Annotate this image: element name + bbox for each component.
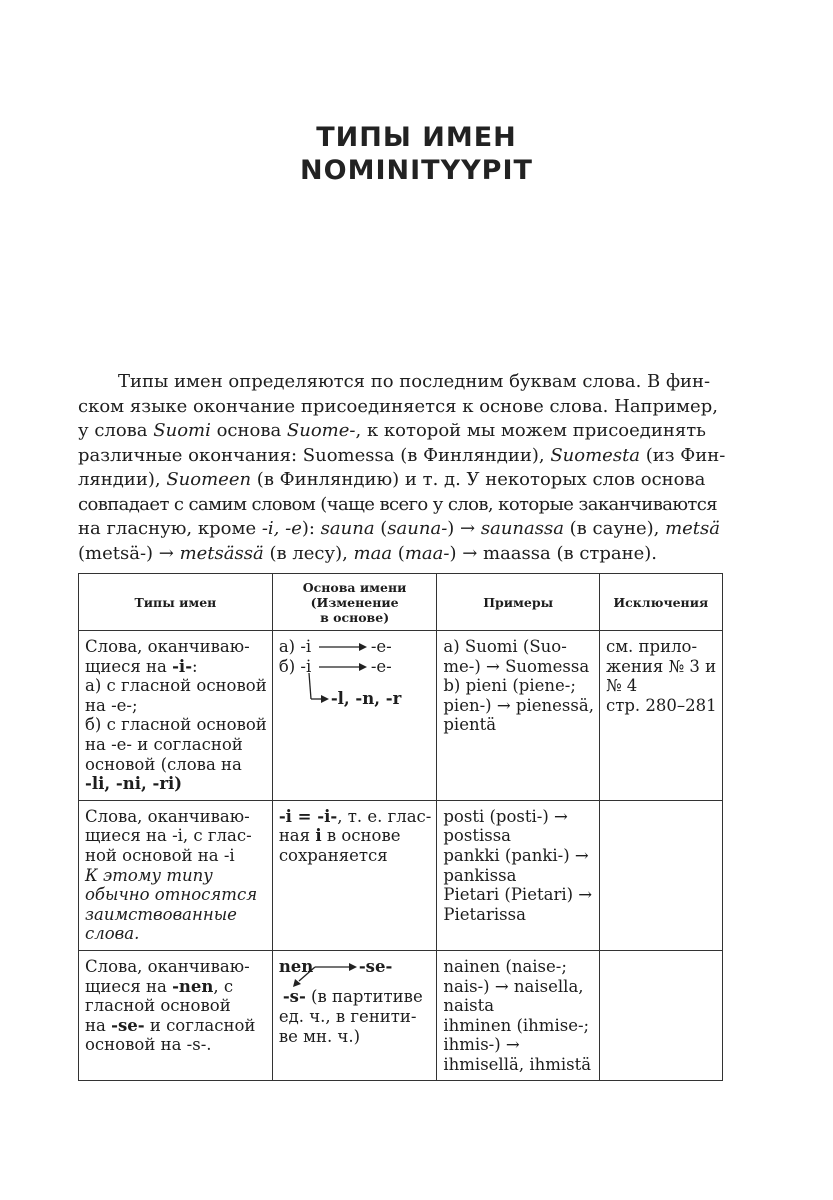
cell-type: Слова, оканчиваю- щиеся на -i-: а) с гласной основой на -е-; б) с гласной основой на -е- и согласной основой (слова на -li, -ni, -ri) bbox=[79, 631, 273, 801]
stem-a-right: -e- bbox=[370, 637, 392, 656]
noun-types-table bbox=[78, 573, 723, 1081]
stem-b-right: -e- bbox=[370, 657, 392, 676]
stem-change-diagram bbox=[279, 637, 432, 757]
stem-b-left: б) -i bbox=[278, 657, 312, 676]
intro-line: на гласную, кроме -i, -e): sauna (sauna-) → saunassa (в сауне), metsä bbox=[78, 518, 720, 539]
intro-line: Типы имен определяются по последним буквам слова. В фин- bbox=[118, 371, 711, 392]
table-row bbox=[79, 800, 723, 950]
table-row bbox=[79, 950, 723, 1081]
arrowhead-icon bbox=[359, 643, 367, 651]
arrowhead-icon bbox=[349, 963, 357, 971]
page-title-finnish: NOMINITYYPIT bbox=[300, 155, 533, 186]
intro-line: совпадает с самим словом (чаще всего у слов, которые заканчиваются bbox=[78, 493, 718, 515]
cell-exceptions bbox=[599, 800, 722, 950]
header-exceptions: Исключения bbox=[599, 574, 722, 631]
intro-line: ляндии), Suomeen (в Финляндию) и т. д. У некоторых слов основа bbox=[78, 469, 706, 490]
intro-line: различные окончания: Suomessa (в Финляндии), Suomesta (из Фин- bbox=[78, 444, 726, 466]
stem-note: ед. ч., в генити- bbox=[278, 1006, 417, 1026]
arrowhead-icon bbox=[321, 695, 329, 703]
cell-examples: nainen (naise-; nais-) → naisella, naista ihminen (ihmise-; ihmis-) → ihmisellä, ihmistä bbox=[437, 950, 600, 1081]
stem-change-diagram bbox=[279, 957, 432, 1053]
stem-s-line: -s- (в партитиве bbox=[282, 986, 423, 1006]
cell-exceptions bbox=[599, 950, 722, 1081]
arrow-icon bbox=[309, 673, 311, 699]
table-row bbox=[79, 631, 723, 801]
cell-stem-diagram bbox=[272, 631, 437, 801]
table-header-row bbox=[79, 574, 723, 631]
cell-type: Слова, оканчиваю- щиеся на -i, с глас- ной основой на -i К этому типу обычно относятся заимствованные слова. bbox=[79, 800, 273, 950]
arrowhead-icon bbox=[359, 663, 367, 671]
stem-nen: nen bbox=[278, 956, 314, 976]
cell-examples: posti (posti-) → postissa pankki (panki-) → pankissa Pietari (Pietari) → Pietarissa bbox=[437, 800, 600, 950]
intro-line: у слова Suomi основа Suome-, к которой мы можем присоединять bbox=[78, 420, 706, 441]
cell-type: Слова, оканчиваю- щиеся на -nen, с гласной основой на -se- и согласной основой на -s-. bbox=[79, 950, 273, 1081]
cell-examples: a) Suomi (Suo- me-) → Suomessa b) pieni (piene-; pien-) → pienessä, pientä bbox=[437, 631, 600, 801]
stem-a-left: а) -i bbox=[278, 637, 312, 656]
header-examples: Примеры bbox=[437, 574, 600, 631]
page-title-russian: ТИПЫ ИМЕН bbox=[316, 122, 517, 153]
header-stem: Основа имени (Изменение в основе) bbox=[272, 574, 437, 631]
stem-b-consonant: -l, -n, -r bbox=[330, 689, 402, 708]
stem-note: ве мн. ч.) bbox=[278, 1026, 361, 1046]
intro-line: (metsä-) → metsässä (в лесу), maa (maa-) → maassa (в стране). bbox=[78, 542, 658, 564]
header-types: Типы имен bbox=[79, 574, 273, 631]
cell-stem-diagram bbox=[272, 950, 437, 1081]
cell-stem: -i = -i-, т. е. глас- ная i в основе сохраняется bbox=[272, 800, 437, 950]
intro-paragraph bbox=[78, 370, 726, 566]
intro-line: ском языке окончание присоединяется к основе слова. Например, bbox=[78, 395, 718, 417]
stem-se: -se- bbox=[358, 956, 393, 976]
cell-exceptions: см. прило- жения № 3 и № 4 стр. 280–281 bbox=[599, 631, 722, 801]
